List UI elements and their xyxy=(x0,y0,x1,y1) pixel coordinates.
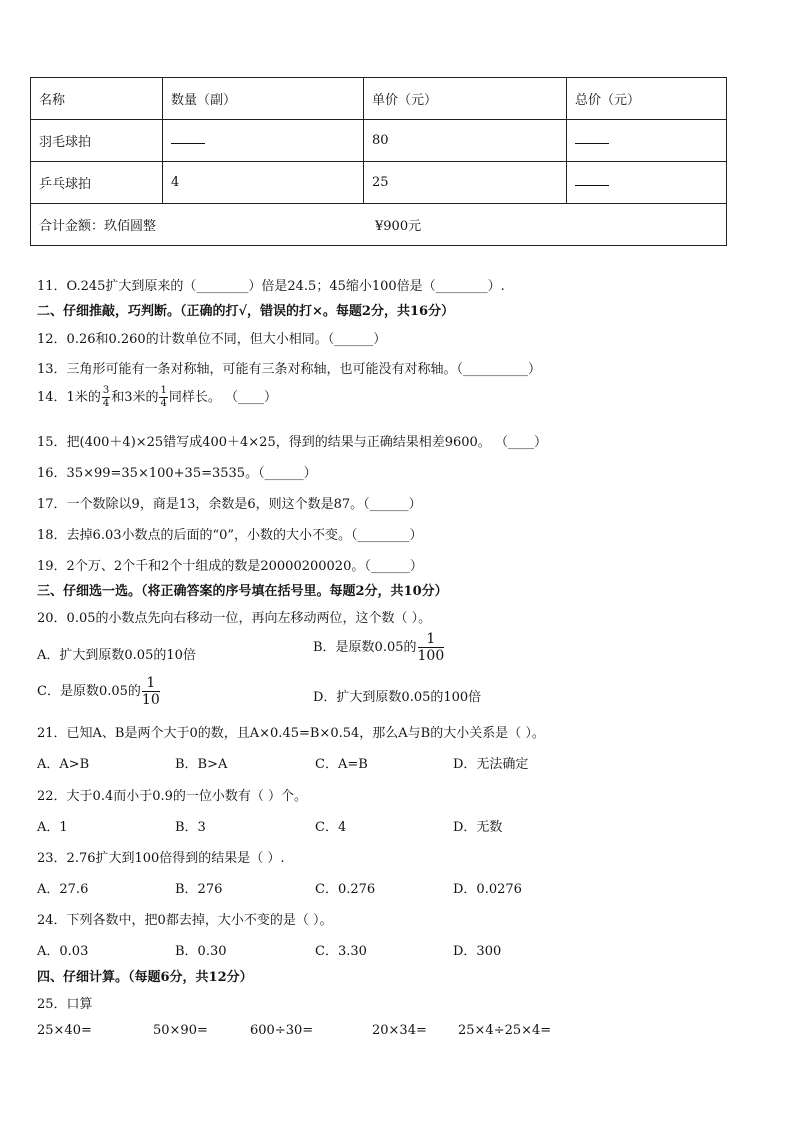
q21-option-d[interactable]: D．无法确定 xyxy=(453,757,529,772)
question-13: 13．三角形可能有一条对称轴，可能有三条对称轴，也可能没有对称轴。（__________） xyxy=(37,362,542,377)
option-text: C．是原数0.05的 xyxy=(37,684,141,699)
q20-option-b[interactable] xyxy=(313,632,445,663)
question-11: 11．O.245扩大到原来的（________）倍是24.5；45缩小100倍是（________）. xyxy=(37,279,505,294)
q24-option-b[interactable]: B．0.30 xyxy=(175,944,227,959)
question-21: 21．已知A、B是两个大于0的数，且A×0.45=B×0.54，那么A与B的大小关系是（ ）。 xyxy=(37,726,545,741)
fraction-numerator: 1 xyxy=(160,385,167,396)
answer-blank[interactable] xyxy=(171,134,205,144)
q23-option-c[interactable]: C．0.276 xyxy=(315,882,376,897)
q21-option-c[interactable]: C．A=B xyxy=(315,757,368,772)
table-footer-row xyxy=(31,204,727,246)
row-total-blank[interactable] xyxy=(567,162,727,204)
fraction-numerator: 3 xyxy=(102,385,110,396)
question-17: 17．一个数除以9，商是13，余数是6，则这个数是87。（______） xyxy=(37,497,422,512)
q22-option-b[interactable]: B．3 xyxy=(175,820,206,835)
q20-option-c[interactable] xyxy=(37,676,161,707)
header-name: 名称 xyxy=(31,78,163,120)
fraction-denominator: 4 xyxy=(160,398,167,409)
fraction-denominator: 4 xyxy=(102,398,110,409)
q24-option-d[interactable]: D．300 xyxy=(453,944,502,959)
answer-blank[interactable] xyxy=(575,134,609,144)
row-name: 羽毛球拍 xyxy=(31,120,163,162)
q22-option-d[interactable]: D．无数 xyxy=(453,820,503,835)
row-price: 80 xyxy=(364,120,567,162)
question-20: 20．0.05的小数点先向右移动一位，再向左移动两位，这个数（ ）。 xyxy=(37,611,432,626)
footer-label: 合计金额：玖佰圆整 xyxy=(39,219,157,234)
row-qty-blank[interactable] xyxy=(163,120,364,162)
q25-item: 20×34= xyxy=(372,1023,427,1038)
row-total-blank[interactable] xyxy=(567,120,727,162)
question-12: 12．0.26和0.260的计数单位不同，但大小相同。（______） xyxy=(37,332,387,347)
q14-part-c: 同样长。 （____） xyxy=(168,390,277,405)
header-price: 单价（元） xyxy=(364,78,567,120)
price-table xyxy=(30,77,727,246)
fraction-3-4 xyxy=(102,386,110,409)
q23-option-a[interactable]: A．27.6 xyxy=(37,882,89,897)
table-row xyxy=(31,162,727,204)
q21-option-a[interactable]: A．A>B xyxy=(37,757,90,772)
question-16: 16．35×99=35×100+35=3535。（______） xyxy=(37,466,317,481)
question-24: 24．下列各数中，把0都去掉，大小不变的是（ ）。 xyxy=(37,913,333,928)
q14-part-b: 和3米的 xyxy=(111,390,159,405)
q25-item: 25×4÷25×4= xyxy=(458,1023,552,1038)
answer-blank[interactable] xyxy=(575,176,609,186)
fraction-denominator: 100 xyxy=(417,648,445,664)
table-header-row xyxy=(31,78,727,120)
option-text: B．是原数0.05的 xyxy=(313,640,417,655)
question-23: 23．2.76扩大到100倍得到的结果是（ ）. xyxy=(37,851,285,866)
question-14 xyxy=(37,386,277,409)
q23-option-d[interactable]: D．0.0276 xyxy=(453,882,522,897)
fraction-denominator: 10 xyxy=(141,692,160,708)
section-4-heading: 四、仔细计算。（每题6分，共12分） xyxy=(37,970,253,985)
q23-option-b[interactable]: B．276 xyxy=(175,882,223,897)
q25-item: 600÷30= xyxy=(250,1023,314,1038)
row-name: 乒乓球拍 xyxy=(31,162,163,204)
question-19: 19．2个万、2个千和2个十组成的数是20000200020。（______） xyxy=(37,559,423,574)
q20-option-d[interactable]: D．扩大到原数0.05的100倍 xyxy=(313,690,482,705)
header-total: 总价（元） xyxy=(567,78,727,120)
question-18: 18．去掉6.03小数点的后面的“0”，小数的大小不变。（________） xyxy=(37,528,423,543)
header-qty: 数量（副） xyxy=(163,78,364,120)
q25-item: 25×40= xyxy=(37,1023,92,1038)
fraction-numerator: 1 xyxy=(142,676,160,692)
fraction-1-10 xyxy=(142,676,160,707)
q24-option-c[interactable]: C．3.30 xyxy=(315,944,367,959)
fraction-1-100 xyxy=(418,632,445,663)
fraction-numerator: 1 xyxy=(418,632,445,648)
q22-option-a[interactable]: A．1 xyxy=(37,820,68,835)
q21-option-b[interactable]: B．B>A xyxy=(175,757,228,772)
question-22: 22．大于0.4而小于0.9的一位小数有（ ）个。 xyxy=(37,789,308,804)
q20-option-a[interactable]: A．扩大到原数0.05的10倍 xyxy=(37,648,196,663)
q14-part-a: 14．1米的 xyxy=(37,390,101,405)
section-2-heading: 二、仔细推敲，巧判断。（正确的打√，错误的打×。每题2分，共16分） xyxy=(37,304,455,319)
row-price: 25 xyxy=(364,162,567,204)
fraction-1-4 xyxy=(159,386,167,409)
table-footer xyxy=(31,204,727,246)
table-row xyxy=(31,120,727,162)
q24-option-a[interactable]: A．0.03 xyxy=(37,944,89,959)
section-3-heading: 三、仔细选一选。（将正确答案的序号填在括号里。每题2分，共10分） xyxy=(37,584,448,599)
row-qty: 4 xyxy=(163,162,364,204)
footer-amount: ¥900元 xyxy=(375,219,422,234)
question-25-title: 25．口算 xyxy=(37,997,93,1012)
question-15: 15．把(400＋4)×25错写成400＋4×25，得到的结果与正确结果相差9600。 （____） xyxy=(37,435,547,450)
q22-option-c[interactable]: C．4 xyxy=(315,820,347,835)
q25-item: 50×90= xyxy=(153,1023,208,1038)
